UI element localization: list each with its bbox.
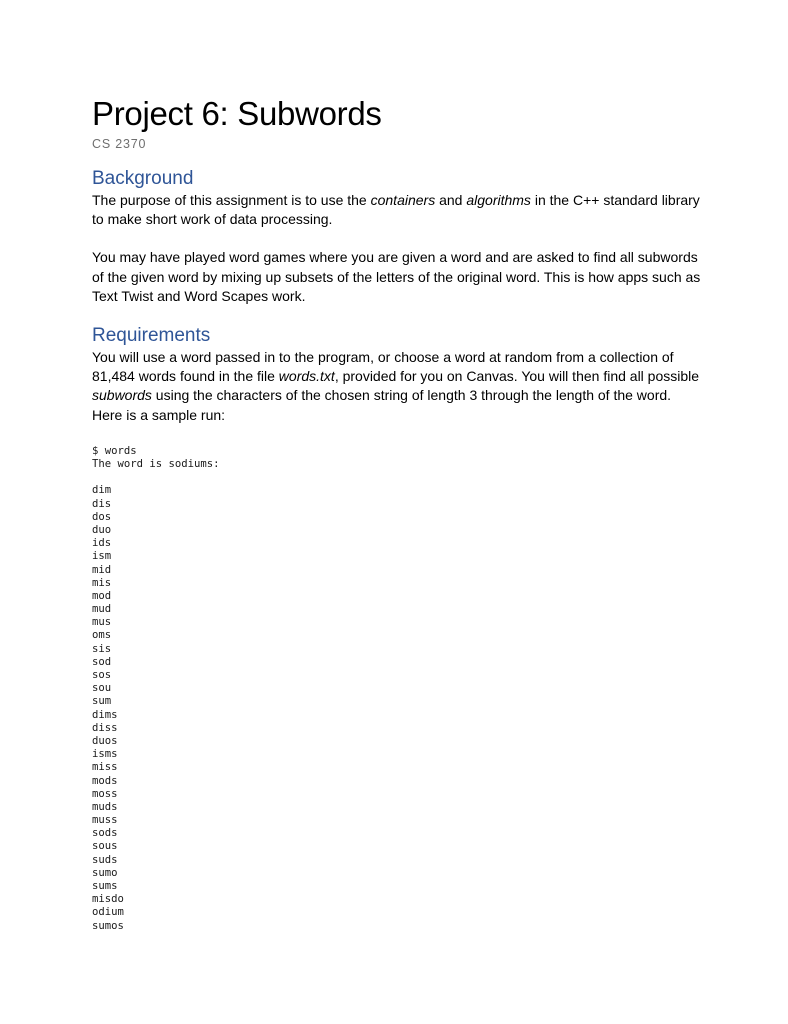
subword-line: ids: [92, 537, 112, 550]
background-paragraph-2: You may have played word games where you are given a word and are asked to find all subwords of the given word by mixing up subsets of the letters of the original word. This is how apps such as Text Twist and Word Scapes work.: [92, 249, 701, 304]
subword-line: suds: [92, 853, 118, 866]
text-run: using the characters of the chosen string of length 3 through the length of the word. Here is a sample run:: [92, 387, 672, 423]
subword-line: sou: [92, 682, 112, 695]
sample-run-code-block: [92, 445, 702, 933]
requirements-heading: Requirements: [92, 325, 211, 347]
subword-line: mus: [92, 616, 112, 629]
text-run: in the C++ standard library to make short work of data processing.: [92, 192, 700, 228]
subword-line: dims: [92, 708, 118, 721]
subword-line: miss: [92, 761, 118, 774]
page-title: Project 6: Subwords: [92, 95, 382, 132]
background-heading: Background: [92, 168, 194, 189]
subword-line: sis: [92, 642, 112, 655]
subword-line: isms: [92, 748, 118, 761]
subword-line: dos: [92, 510, 112, 523]
text-run: You will use a word passed in to the program, or choose a word at random from a collection of 81,484 words found in the file: [92, 349, 674, 385]
subword-line: sumos: [92, 919, 124, 932]
subword-line: sum: [92, 695, 112, 708]
subword-line: mods: [92, 774, 118, 787]
subword-line: sums: [92, 880, 118, 893]
subword-line: diss: [92, 721, 118, 734]
subword-line: misdo: [92, 893, 124, 906]
text-run: The purpose of this assignment is to use the: [92, 192, 371, 208]
text-run: and: [435, 192, 467, 208]
subword-line: sod: [92, 655, 112, 668]
subword-line: dis: [92, 497, 112, 510]
subword-line: mod: [92, 589, 112, 602]
subword-line: mis: [92, 576, 112, 589]
emphasis-filename: words.txt: [278, 368, 335, 385]
subword-line: ism: [92, 550, 112, 563]
code-command: $ words: [92, 444, 137, 457]
requirements-paragraph: [92, 348, 702, 425]
subword-line: mud: [92, 603, 112, 616]
subword-line: muds: [92, 800, 118, 813]
emphasis-subwords: subwords: [92, 387, 152, 404]
code-blank-line: [92, 471, 702, 484]
subword-line: oms: [92, 629, 112, 642]
subword-line: odium: [92, 906, 124, 919]
subword-line: muss: [92, 814, 118, 827]
subword-line: dim: [92, 484, 112, 497]
text-run: , provided for you on Canvas. You will then find all possible: [334, 368, 700, 385]
emphasis-algorithms: algorithms: [466, 192, 531, 208]
subword-line: duo: [92, 523, 112, 536]
subword-line: sos: [92, 669, 112, 682]
emphasis-containers: containers: [370, 192, 436, 208]
subword-line: sous: [92, 840, 118, 853]
document-page: [92, 94, 702, 933]
subword-line: sods: [92, 827, 118, 840]
subword-line: duos: [92, 734, 118, 747]
subword-list: [92, 484, 702, 932]
code-header: The word is sodiums:: [92, 458, 220, 471]
subword-line: sumo: [92, 866, 118, 879]
course-code: CS 2370: [92, 137, 147, 151]
subword-line: moss: [92, 787, 118, 800]
background-paragraph-1: [92, 191, 702, 229]
subword-line: mid: [92, 563, 112, 576]
